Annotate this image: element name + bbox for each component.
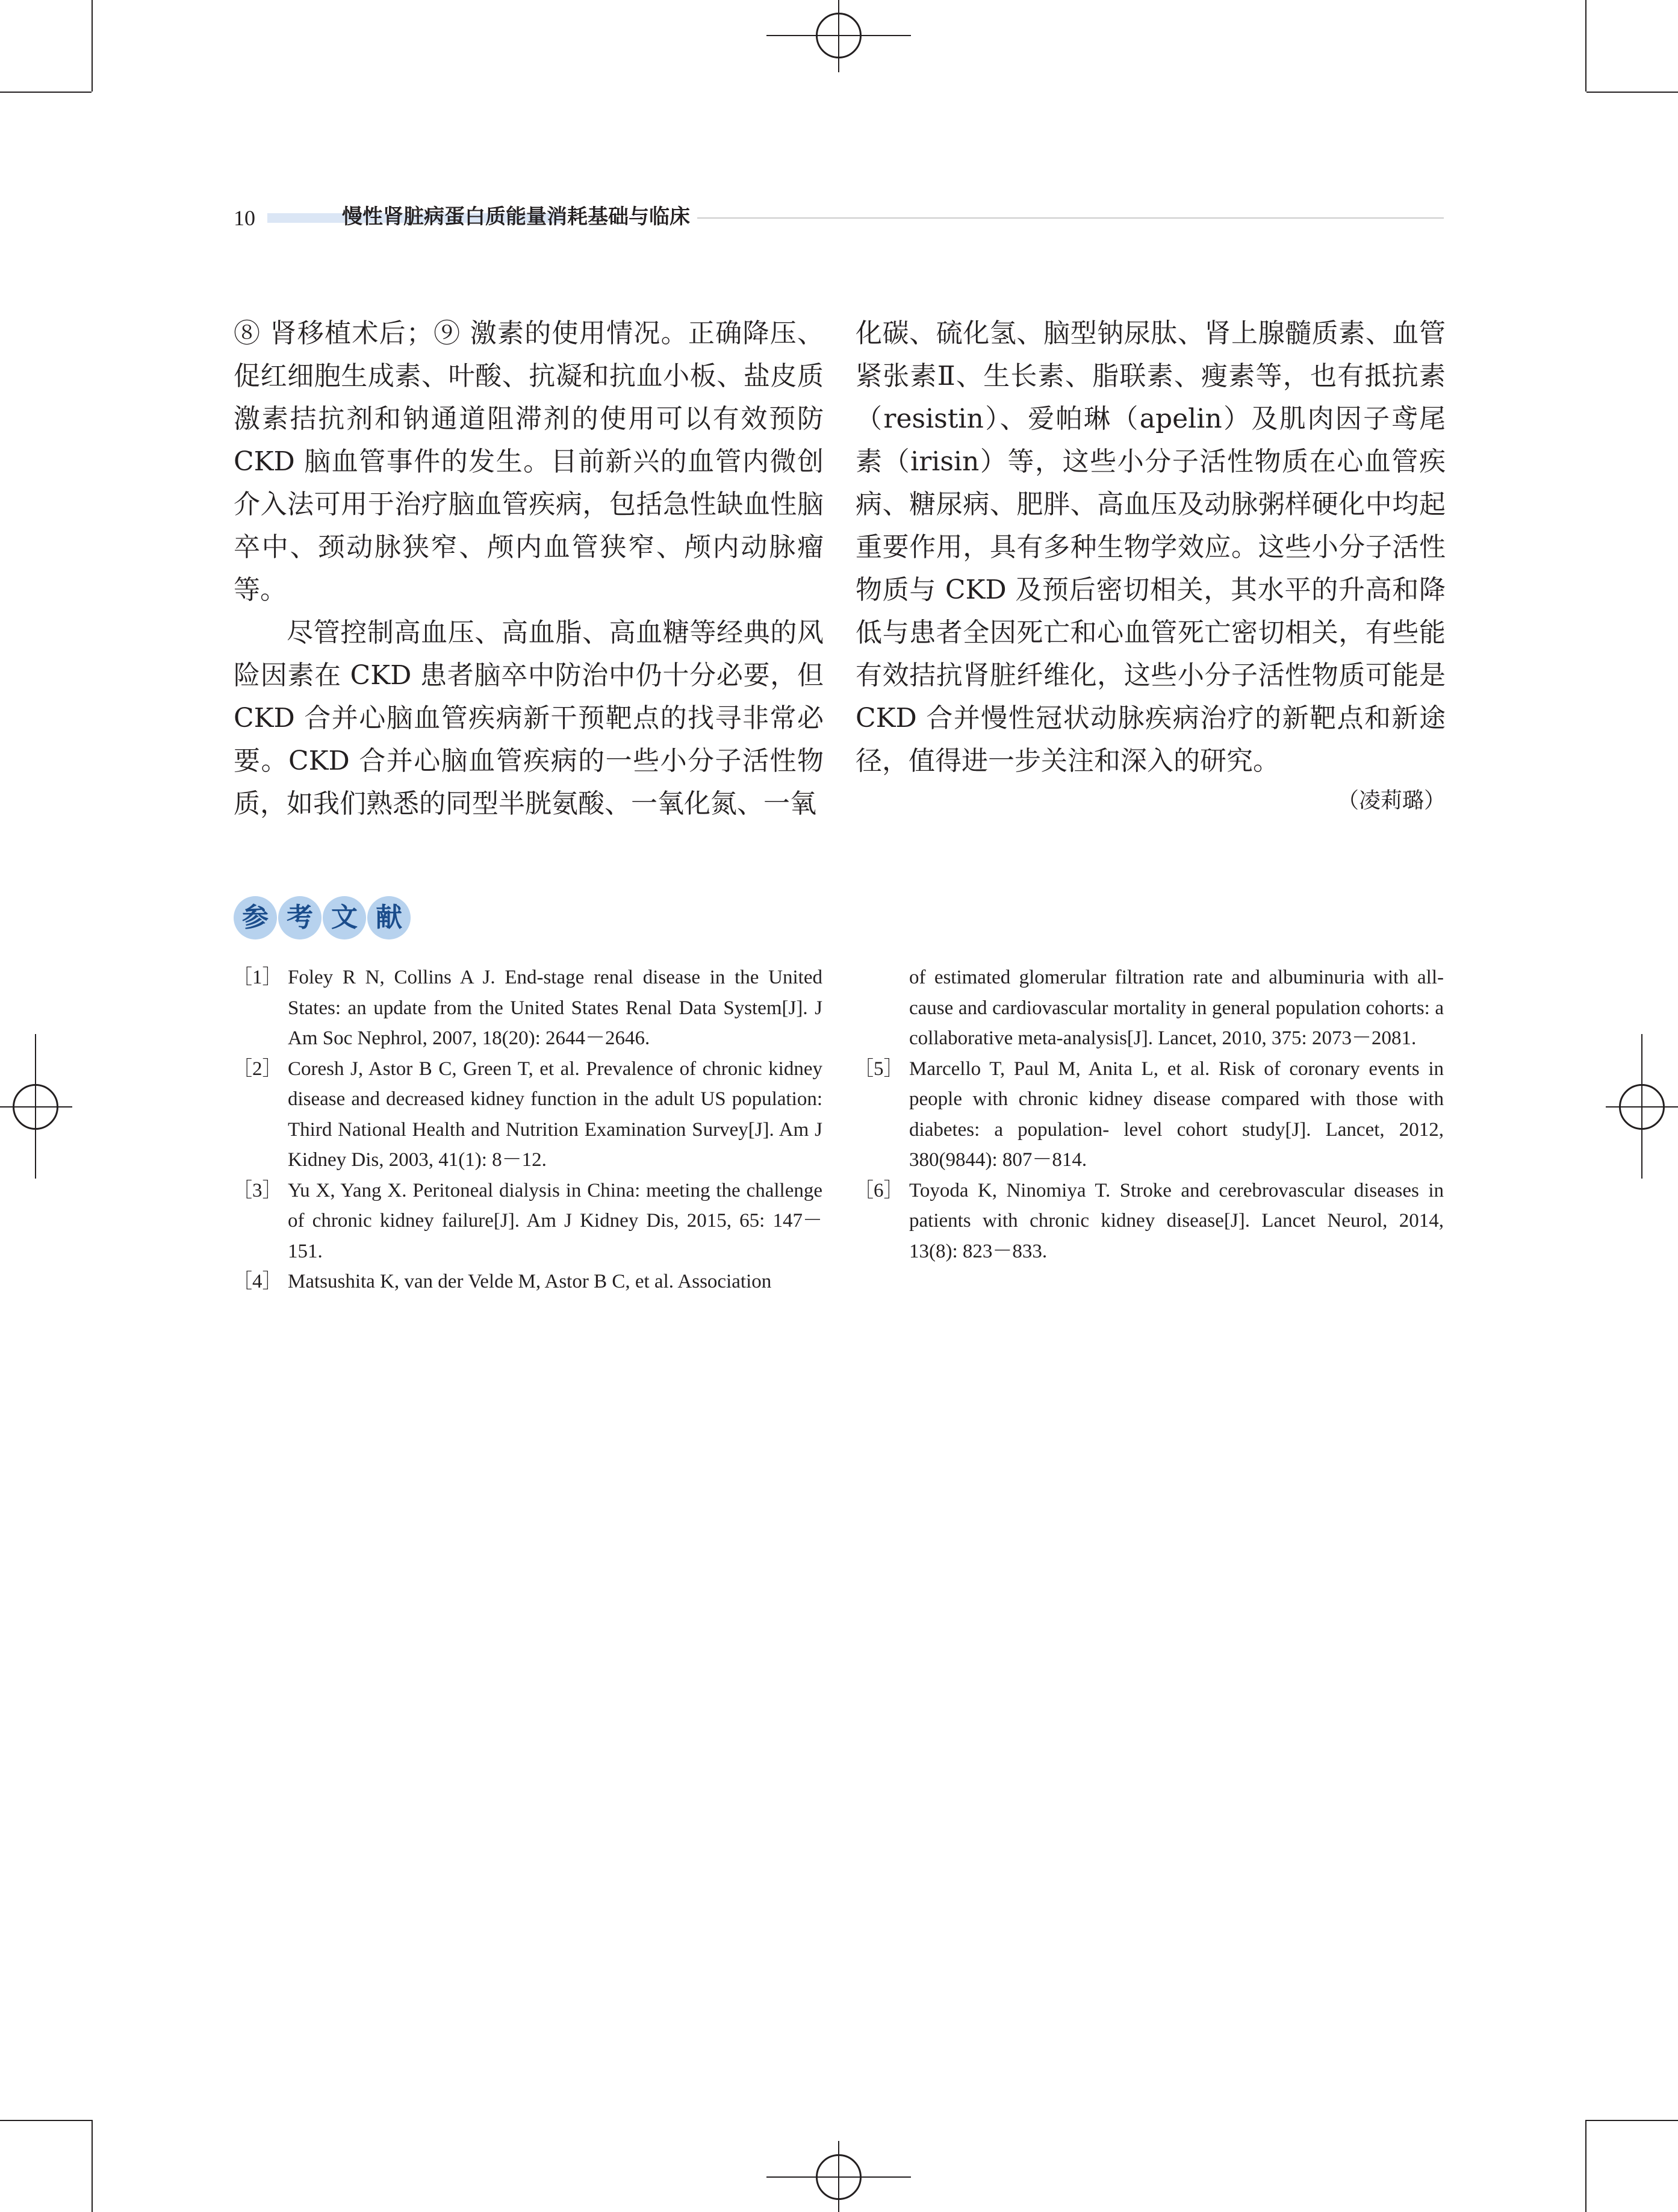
book-title: 慢性肾脏病蛋白质能量消耗基础与临床 [342,205,690,229]
paragraph: 尽管控制高血压、高血脂、高血糖等经典的风险因素在 CKD 患者脑卒中防治中仍十分必要，但 CKD 合并心脑血管疾病新干预靶点的找寻非常必要。CKD 合并心脑血管疾病的一些小分子活性物质，如我们熟悉的同型半胱氨酸、一氧化氮、一氧 [234,617,824,819]
reference-item [232,1266,822,1297]
page-number: 10 [234,206,255,230]
heading-char-badge: 考 [278,896,322,939]
reference-text: Matsushita K, van der Velde M, Astor B C, et al. Association [288,1271,772,1292]
heading-char-badge: 献 [367,896,411,939]
reference-text: Marcello T, Paul M, Anita L, et al. Risk of coronary events in people with chronic kidney disease compared with those with diabetes: a population- level cohort study[J]. Lancet, 2012, 380(9844): 807－814. [909,1058,1444,1171]
heading-char-badge: 参 [234,896,277,939]
reference-number: ［6］ [854,1179,904,1201]
reference-continuation [854,962,1444,1054]
reference-number: ［4］ [232,1271,282,1292]
reference-text: Foley R N, Collins A J. End-stage renal disease in the United States: an update from the United States Renal Data System[J]. J Am Soc Nephrol, 2007, 18(20): 2644－2646. [288,967,822,1049]
reference-text: Yu X, Yang X. Peritoneal dialysis in China: meeting the challenge of chronic kidney failure[J]. Am J Kidney Dis, 2015, 65: 147－151. [288,1179,822,1262]
reference-number: ［2］ [232,1058,282,1080]
reference-text: Coresh J, Astor B C, Green T, et al. Prevalence of chronic kidney disease and decreased kidney function in the adult US population: Third National Health and Nutrition Examination Survey[J]. Am J Kidney Dis, 2003, 41(1): 8－12. [288,1058,822,1171]
reference-number: ［1］ [232,967,282,988]
references-list-right [854,962,1444,1266]
reference-number: ［5］ [854,1058,904,1080]
author-credit: （凌莉璐） [1337,788,1446,813]
reference-item [854,1054,1444,1176]
heading-char-badge: 文 [323,896,366,939]
references-heading [234,896,411,939]
reference-item [854,1176,1444,1267]
running-header [234,202,1444,232]
paragraph: ⑧ 肾移植术后；⑨ 激素的使用情况。正确降压、促红细胞生成素、叶酸、抗凝和抗血小板、盐皮质激素拮抗剂和钠通道阻滞剂的使用可以有效预防 CKD 脑血管事件的发生。目前新兴的血管内微创介入法可用于治疗脑血管疾病，包括急性缺血性脑卒中、颈动脉狭窄、颅内血管狭窄、颅内动脉瘤等。 [234,318,824,605]
body-column-right [856,312,1446,820]
reference-number: ［3］ [232,1179,282,1201]
references-list-left [232,962,822,1297]
reference-text: of estimated glomerular filtration rate and albuminuria with all-cause and cardiovascular mortality in general population cohorts: a collaborative meta-analysis[J]. Lancet, 2010, 375: 2073－2081. [909,967,1444,1049]
body-column-left [234,312,824,825]
reference-item [232,1176,822,1267]
paragraph: 化碳、硫化氢、脑型钠尿肽、肾上腺髓质素、血管紧张素Ⅱ、生长素、脂联素、瘦素等，也有抵抗素（resistin）、爱帕琳（apelin）及肌肉因子鸢尾素（irisin）等，这些小分子活性物质在心血管疾病、糖尿病、肥胖、高血压及动脉粥样硬化中均起重要作用，具有多种生物学效应。这些小分子活性物质与 CKD 及预后密切相关，其水平的升高和降低与患者全因死亡和心血管死亡密切相关，有些能有效拮抗肾脏纤维化，这些小分子活性物质可能是 CKD 合并慢性冠状动脉疾病治疗的新靶点和新途径，值得进一步关注和深入的研究。 [856,318,1446,776]
header-rule [697,217,1444,219]
reference-item [232,962,822,1054]
reference-text: Toyoda K, Ninomiya T. Stroke and cerebrovascular diseases in patients with chronic kidney disease[J]. Lancet Neurol, 2014, 13(8): 823－833. [909,1179,1444,1262]
reference-item [232,1054,822,1176]
